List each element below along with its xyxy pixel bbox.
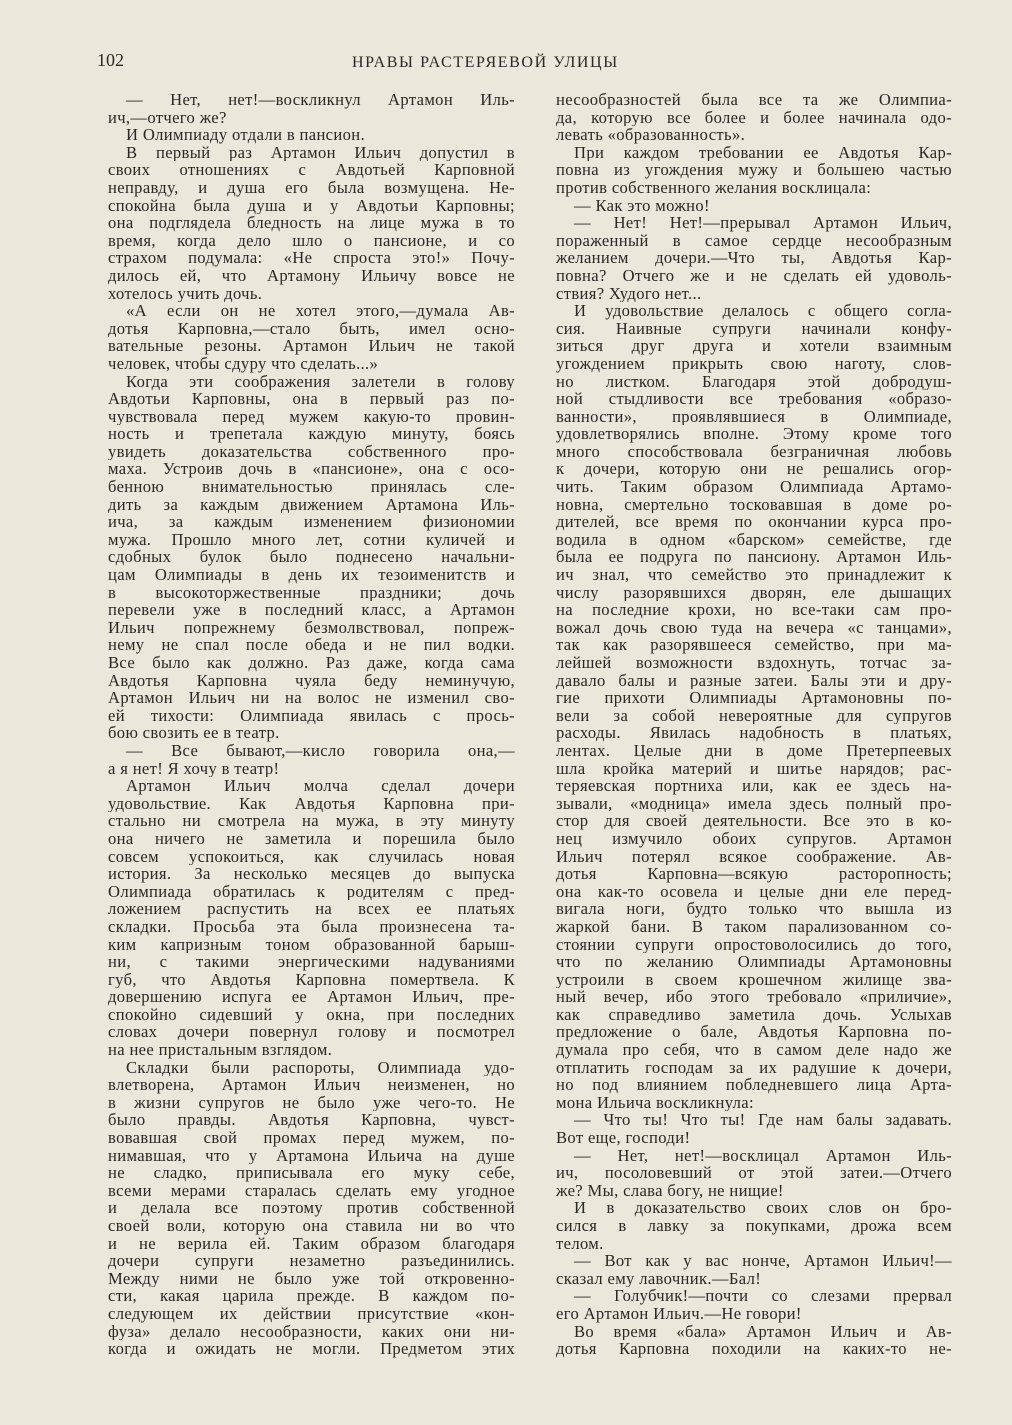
text-line: угождением прикрыть свою наготу, слов- — [556, 354, 952, 373]
text-line: сия. Наивные супруги начинали конфу- — [556, 319, 952, 338]
text-line: история. За несколько месяцев до выпуска — [108, 865, 515, 883]
text-line: стор для своей деятельности. Все это в ко- — [556, 812, 952, 830]
text-line: удовлетворялись вполне. Этому кроме того — [556, 425, 952, 443]
text-line: — Голубчик!—почти со слезами прервал — [574, 1287, 952, 1305]
text-line: отплатить господам за их радушие к дочери, — [556, 1058, 952, 1077]
text-line: а я нет! Я хочу в театр! — [108, 759, 280, 778]
text-line: не сладко, приписывала его муку себе, — [108, 1164, 515, 1182]
text-line: Во время «бала» Артамон Ильич и Ав- — [574, 1322, 952, 1341]
text-line: Авдотья Карповна чуяла беду неминучую, — [108, 671, 515, 690]
text-line: и не верила ей. Таким образом благодаря — [108, 1234, 515, 1253]
text-line: чить. Таким образом Олимпиада Артамо- — [556, 478, 952, 496]
text-line: ича, за каждым изменением физиономии — [108, 513, 515, 531]
text-line: своих отношениях с Авдотьей Карповной — [108, 161, 515, 179]
text-line: — Нет, нет!—воскликнул Артамон Иль- — [126, 91, 515, 109]
text-line: стально ни смотрела на мужа, в эту минуту — [108, 812, 515, 830]
text-line: человек, чтобы сдуру что сделать...» — [108, 354, 379, 373]
text-line: к дочери, которую они не решались огор- — [556, 460, 952, 479]
text-line: довершению испуга ее Артамон Ильич, пре- — [108, 988, 515, 1006]
text-line: ствия? Худого нет... — [556, 284, 702, 303]
paragraph — [108, 91, 515, 126]
paragraph — [108, 373, 515, 742]
text-line: в высокоторжественные праздники; дочь — [108, 583, 515, 602]
text-line: зиться друг друга и хотели взаимным — [556, 337, 952, 355]
text-line: шла кройка материй и шитье нарядов; рас- — [556, 759, 952, 778]
text-line: нимавшая, что у Артамона Ильича на душе — [108, 1146, 515, 1165]
text-line: ич знал, что семейство это принадлежит к — [556, 566, 952, 584]
text-line: на последние крохи, но все-таки сам про- — [556, 601, 952, 619]
text-line: влетворена, Артамон Ильич неизменен, но — [108, 1076, 515, 1094]
text-line: совсем успокоиться, как случилась новая — [108, 847, 515, 866]
text-line: ность и трепетала каждую минуту, боясь — [108, 425, 515, 443]
text-line: перевели уже в последний класс, а Артамон — [108, 601, 515, 619]
text-line: дочери супруги незаметно разъединились. — [108, 1252, 515, 1270]
text-line: — Что ты! Что ты! Где нам балы задавать. — [574, 1111, 952, 1130]
text-line: жаркой бани. В таком парализованном со- — [556, 917, 952, 936]
text-line: как справедливо заметила дочь. Услыхав — [556, 1005, 952, 1024]
text-line: спокойна была душа и у Авдотьи Карповны; — [108, 196, 515, 215]
text-line: Складки были распороты, Олимпиада удо- — [126, 1058, 515, 1077]
paragraph — [108, 1059, 515, 1358]
text-line: И Олимпиаду отдали в пансион. — [126, 126, 365, 144]
text-line: что по желанию Олимпиады Артамоновны — [556, 953, 952, 971]
paragraph — [556, 1287, 952, 1322]
paragraph — [556, 1147, 952, 1200]
text-line: В первый раз Артамон Ильич допустил в — [126, 143, 515, 162]
text-line: ич,—отчего же? — [108, 108, 227, 127]
text-line: нец измучило обоих супругов. Артамон — [556, 829, 952, 848]
text-line: неправду, и душа его была возмущена. Не- — [108, 178, 515, 197]
text-line: лейшей возможности вздохнуть, тотчас за- — [556, 654, 952, 672]
text-line: было правды. Авдотья Карповна, чувст- — [108, 1111, 515, 1130]
text-line: думала про себя, что в самом деле надо же — [556, 1041, 952, 1059]
page-number: 102 — [97, 50, 124, 70]
text-line: дотья Карповна походили на каких-то не- — [556, 1340, 952, 1358]
text-line: сти, какая царила прежде. В каждом по- — [108, 1287, 515, 1305]
text-line: бенною внимательностью принялась сле- — [108, 478, 515, 496]
text-line: когда и ожидать не могли. Предметом этих — [108, 1340, 515, 1358]
paragraph — [556, 302, 952, 1111]
text-line: Когда эти соображения залетели в голову — [126, 372, 515, 391]
running-title: НРАВЫ РАСТЕРЯЕВОЙ УЛИЦЫ — [352, 54, 619, 71]
text-line: несообразностей была все та же Олимпиа- — [556, 91, 952, 109]
text-line: — Нет! Нет!—прерывал Артамон Ильич, — [574, 214, 952, 232]
text-line: страхом подумала: «Не спроста это!» Почу- — [108, 249, 515, 267]
text-line: словах дочери повернул голову и посмотрел — [108, 1023, 515, 1042]
text-line: давало балы и разные затеи. Балы эти и дру- — [556, 671, 952, 690]
paragraph — [108, 777, 515, 1059]
text-line: сказал ему лавочник.—Бал! — [556, 1269, 762, 1288]
text-line: и делала все поэтому против собственной — [108, 1199, 515, 1217]
paragraph — [556, 1199, 952, 1252]
paragraph — [108, 126, 515, 144]
text-line: Все было как должно. Раз даже, когда сама — [108, 654, 515, 672]
text-line: чувствовала перед мужем какую-то провин- — [108, 407, 515, 426]
text-line: теряевская портниха или, как ее здесь на- — [556, 777, 952, 795]
text-line: Вот еще, господи! — [556, 1129, 691, 1147]
text-line: ич, посоловевший от этой затеи.—Отчего — [556, 1164, 952, 1182]
text-line: ни, с такими энергическими надуваниями — [108, 953, 515, 971]
paragraph — [556, 1111, 952, 1146]
text-line: — Нет, нет!—восклицал Артамон Иль- — [574, 1146, 952, 1165]
text-line: губ, что Авдотья Карповна помертвела. К — [108, 970, 515, 989]
text-line: маха. Устроив дочь в «пансионе», она с осо- — [108, 460, 515, 479]
text-line: спокойно сидевший у окна, при последних — [108, 1005, 515, 1024]
paragraph — [108, 144, 515, 302]
text-line: мужа. Прошло много лет, сотни куличей и — [108, 530, 515, 549]
text-line: водила в одном «барском» семействе, где — [556, 530, 952, 549]
text-line: Артамон Ильич молча сделал дочери — [126, 777, 515, 795]
text-line: фуза» делало несообразности, каких они ни- — [108, 1322, 515, 1341]
text-line: левать «образованность». — [556, 126, 746, 144]
text-line: так как разорявшееся семейство, при ма- — [556, 636, 952, 654]
text-line: — Все бывают,—кисло говорила она,— — [126, 741, 515, 760]
text-line: Между ними не было уже той откровенно- — [108, 1269, 515, 1288]
text-line: стоянии супруги опростоволосились до того, — [556, 935, 952, 954]
text-line: вательные резоны. Артамон Ильич не такой — [108, 337, 515, 355]
text-line: нему не спал после обеда и не пил водки. — [108, 636, 515, 654]
text-line: складки. Просьба эта была произнесена та- — [108, 917, 515, 936]
paragraph — [556, 91, 952, 144]
text-line: устроили в своем крошечном жилище зва- — [556, 970, 952, 989]
text-line: цам Олимпиады в день их тезоименитств и — [108, 566, 515, 584]
text-line: — Вот как у вас нонче, Артамон Ильич!— — [574, 1252, 952, 1270]
text-line: зывали, «модница» имела здесь полный про- — [556, 794, 952, 813]
text-line: она подглядела бледность на лице мужа в то — [108, 214, 515, 232]
text-line: Ильич попрежнему безмолвствовал, попреж- — [108, 618, 515, 637]
text-line: много способствовала безграничная любовь — [556, 442, 952, 461]
text-line: дотья Карповна—всякую расторопность; — [556, 865, 952, 883]
text-line: была ее подруга по пансиону. Артамон Иль- — [556, 548, 952, 567]
paragraph — [108, 302, 515, 372]
text-line: ной стыдливости все требования «образо- — [556, 390, 952, 408]
text-line: И в доказательство своих слов он бро- — [574, 1199, 952, 1217]
text-line: своей воли, которую она ставила ни во что — [108, 1217, 515, 1235]
text-line: Олимпиада обратилась к родителям с пред- — [108, 882, 515, 901]
text-line: — Как это можно! — [574, 196, 710, 215]
text-line: предложение о бале, Авдотья Карповна по- — [556, 1023, 952, 1042]
text-line: Артамон Ильич ни на волос не изменил сво- — [108, 689, 515, 707]
paragraph — [556, 144, 952, 197]
paragraph — [556, 1252, 952, 1287]
text-line: гие прихоти Олимпиады Артамоновны по- — [556, 689, 952, 707]
text-line: она как-то осовела и целые дни еле перед- — [556, 882, 952, 901]
text-line: дить за каждым движением Артамона Иль- — [108, 495, 515, 514]
text-line: вели за собой невероятные для супругов — [556, 706, 952, 725]
text-line: но под влиянием побледневшего лица Арта- — [556, 1076, 952, 1094]
text-line: да, которую все более и более начинала одо- — [556, 108, 952, 127]
text-line: против собственного желания восклицала: — [556, 178, 872, 197]
text-line: сился в лавку за покупками, дрожа всем — [556, 1217, 952, 1235]
text-line: желанием дочери.—Что ты, Авдотья Кар- — [556, 249, 952, 267]
text-line: дотья Карповна,—стало быть, имел осно- — [108, 319, 515, 338]
text-line: Ильич потерял всякое соображение. Ав- — [556, 847, 952, 866]
text-line: повна? Отчего же и не сделать ей удоволь- — [556, 266, 952, 285]
text-line: При каждом требовании ее Авдотья Кар- — [574, 143, 952, 162]
paragraph — [556, 1323, 952, 1358]
text-column-right — [556, 91, 952, 1358]
text-line: ный вечер, ибо этого требовало «приличие», — [556, 988, 952, 1006]
text-line: всеми мерами старалась сделать ему угодное — [108, 1181, 515, 1200]
text-line: мона Ильича воскликнула: — [556, 1093, 754, 1112]
text-line: в жизни супругов не было уже чего-то. Не — [108, 1093, 515, 1112]
text-line: увидеть доказательства собственного про- — [108, 442, 515, 461]
text-line: вигала ноги, будто только что вышла из — [556, 900, 952, 918]
text-line: дителей, все время по окончании курса про- — [556, 513, 952, 531]
text-line: новна, смертельно тосковавшая в доме ро- — [556, 495, 952, 514]
text-line: телом. — [556, 1234, 604, 1253]
text-line: ванности», проявлявшиеся в Олимпиаде, — [556, 407, 952, 426]
text-line: на нее пристальным взглядом. — [108, 1041, 333, 1059]
text-line: И удовольствие делалось с общего согла- — [574, 302, 952, 320]
text-line: время, когда дело шло о пансионе, и со — [108, 231, 515, 250]
text-line: бою свозить ее в театр. — [108, 724, 280, 742]
text-line: пораженный в самое сердце несообразным — [556, 231, 952, 250]
text-line: «А если он не хотел этого,—думала Ав- — [126, 302, 515, 320]
text-line: расходы. Явилась надобность в платьях, — [556, 724, 952, 742]
text-line: она ничего не заметила и порешила было — [108, 829, 515, 848]
text-line: хотелось учить дочь. — [108, 284, 263, 303]
text-line: лентах. Целые дни в доме Претерпеевых — [556, 741, 952, 760]
text-line: числу разорявшихся дворян, еле дышащих — [556, 583, 952, 602]
text-line: но листком. Благодаря этой добродуш- — [556, 372, 952, 391]
text-line: сдобных булок было поднесено начальни- — [108, 548, 515, 567]
text-line: ей тихости: Олимпиада явилась с прось- — [108, 706, 515, 725]
text-line: Авдотьи Карповны, она в первый раз по- — [108, 390, 515, 408]
text-line: следующем их действии присутствие «кон- — [108, 1304, 515, 1323]
paragraph — [556, 197, 952, 215]
text-line: его Артамон Ильич.—Не говори! — [556, 1304, 802, 1323]
text-line: вовавшая свой промах перед мужем, по- — [108, 1129, 515, 1147]
text-line: удовольствие. Как Авдотья Карповна при- — [108, 794, 515, 813]
paragraph — [108, 742, 515, 777]
text-line: вожал дочь свою туда на вечера «с танцами», — [556, 618, 952, 637]
text-line: ким капризным тоном образованной барыш- — [108, 935, 515, 954]
text-line: дилось ей, что Артамону Ильичу вовсе не — [108, 266, 515, 285]
paragraph — [556, 214, 952, 302]
text-column-left — [108, 91, 515, 1358]
text-line: ложением распустить на всех ее платьях — [108, 900, 515, 918]
text-line: повна из угождения мужу и большею частью — [556, 161, 952, 179]
text-line: же? Мы, слава богу, не нищие! — [556, 1181, 784, 1200]
